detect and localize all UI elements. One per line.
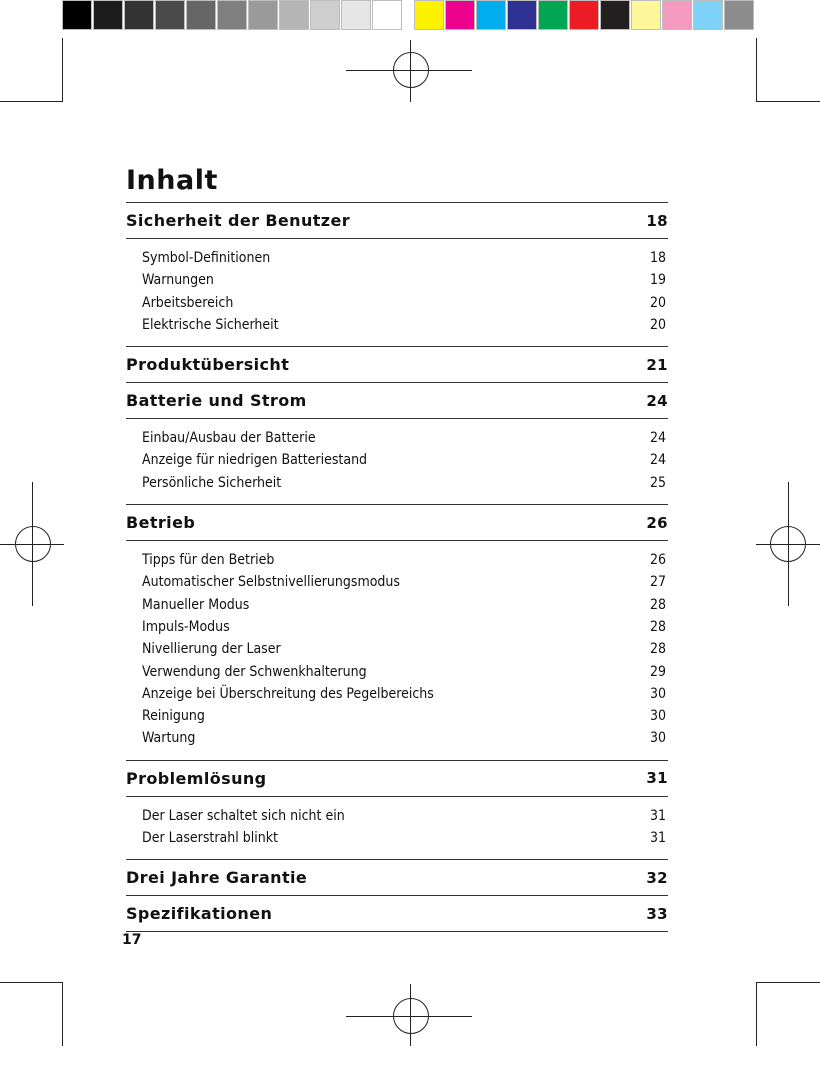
entry-page-number: 20 [649, 316, 666, 333]
gray-swatch [93, 0, 123, 30]
toc-entry[interactable] [142, 638, 668, 660]
color-swatch [445, 0, 475, 30]
entry-label: Warnungen [142, 272, 214, 289]
entry-page-number: 24 [649, 430, 666, 447]
color-calibration-bar [414, 0, 755, 33]
gray-swatch [310, 0, 340, 30]
entry-label: Reinigung [142, 708, 205, 725]
section-page-number: 18 [646, 211, 668, 230]
section-title: Sicherheit der Benutzer [126, 211, 351, 230]
color-swatch [631, 0, 661, 30]
entry-label: Tipps für den Betrieb [142, 552, 275, 569]
entry-label: Persönliche Sicherheit [142, 474, 282, 491]
toc-entry[interactable] [142, 314, 668, 336]
entry-label: Automatischer Selbstnivellierungsmodus [142, 574, 400, 591]
color-swatch [724, 0, 754, 30]
toc-entry[interactable] [142, 292, 668, 314]
toc-entry[interactable] [142, 571, 668, 593]
toc-entry[interactable] [142, 827, 668, 849]
entry-page-number: 20 [649, 294, 666, 311]
entry-page-number: 28 [649, 596, 666, 613]
toc-entry[interactable] [142, 594, 668, 616]
entry-page-number: 31 [649, 830, 666, 847]
section-page-number: 21 [646, 355, 668, 374]
entry-page-number: 27 [649, 574, 666, 591]
entry-page-number: 28 [649, 641, 666, 658]
toc-section-heading[interactable] [126, 895, 668, 931]
page-number: 17 [122, 932, 142, 948]
gray-swatch [155, 0, 185, 30]
table-of-contents [126, 160, 668, 932]
toc-entry[interactable] [142, 449, 668, 471]
entry-label: Verwendung der Schwenkhalterung [142, 663, 367, 680]
section-title: Batterie und Strom [126, 391, 307, 411]
gray-swatch [217, 0, 247, 30]
toc-entry[interactable] [142, 661, 668, 683]
toc-subsection-list [126, 796, 668, 860]
entry-page-number: 19 [649, 272, 666, 289]
color-swatch [569, 0, 599, 30]
entry-page-number: 25 [649, 474, 666, 491]
toc-entry[interactable] [142, 705, 668, 727]
section-page-number: 31 [646, 769, 668, 788]
toc-entry[interactable] [142, 727, 668, 749]
section-title: Problemlösung [126, 768, 267, 788]
toc-section-heading[interactable] [126, 202, 668, 238]
color-swatch [414, 0, 444, 30]
section-page-number: 24 [646, 391, 668, 410]
color-swatch [600, 0, 630, 30]
toc-entry[interactable] [142, 472, 668, 494]
entry-page-number: 29 [649, 663, 666, 680]
gray-swatch [341, 0, 371, 30]
toc-entry[interactable] [142, 427, 668, 449]
entry-page-number: 30 [649, 730, 666, 747]
entry-label: Elektrische Sicherheit [142, 316, 279, 333]
entry-page-number: 31 [649, 807, 666, 824]
entry-label: Der Laser schaltet sich nicht ein [142, 807, 345, 824]
entry-label: Anzeige für niedrigen Batteriestand [142, 452, 368, 469]
entry-label: Der Laserstrahl blinkt [142, 830, 278, 847]
color-swatch [693, 0, 723, 30]
gray-swatch [62, 0, 92, 30]
color-swatch [507, 0, 537, 30]
color-swatch [476, 0, 506, 30]
toc-entry[interactable] [142, 549, 668, 571]
section-title: Betrieb [126, 513, 196, 533]
toc-title: Inhalt [126, 165, 218, 196]
toc-sections [126, 202, 668, 931]
toc-bottom-rule [126, 931, 668, 932]
toc-subsection-list [126, 238, 668, 346]
toc-entry[interactable] [142, 616, 668, 638]
toc-entry[interactable] [142, 683, 668, 705]
gray-swatch [279, 0, 309, 30]
toc-entry[interactable] [142, 805, 668, 827]
gray-swatch [248, 0, 278, 30]
entry-page-number: 26 [649, 552, 666, 569]
toc-entry[interactable] [142, 269, 668, 291]
entry-label: Arbeitsbereich [142, 294, 234, 311]
section-page-number: 33 [646, 904, 668, 923]
entry-page-number: 24 [649, 452, 666, 469]
color-swatch [538, 0, 568, 30]
entry-label: Einbau/Ausbau der Batterie [142, 430, 316, 447]
entry-label: Manueller Modus [142, 596, 250, 613]
entry-label: Nivellierung der Laser [142, 641, 281, 658]
toc-section-heading[interactable] [126, 382, 668, 418]
entry-page-number: 30 [649, 708, 666, 725]
toc-entry[interactable] [142, 247, 668, 269]
toc-section-heading[interactable] [126, 346, 668, 382]
toc-section-heading[interactable] [126, 760, 668, 796]
entry-label: Impuls-Modus [142, 618, 230, 635]
entry-page-number: 18 [649, 250, 666, 266]
toc-subsection-list [126, 418, 668, 504]
gray-swatch [124, 0, 154, 30]
section-title: Drei Jahre Garantie [126, 868, 308, 888]
entry-label: Symbol-Definitionen [142, 250, 271, 266]
toc-section-heading[interactable] [126, 859, 668, 895]
entry-label: Wartung [142, 730, 196, 747]
entry-page-number: 28 [649, 618, 666, 635]
toc-section-heading[interactable] [126, 504, 668, 540]
section-page-number: 32 [646, 868, 668, 887]
color-swatch [662, 0, 692, 30]
toc-subsection-list [126, 540, 668, 760]
gray-swatch [372, 0, 402, 30]
entry-page-number: 30 [649, 685, 666, 702]
grayscale-calibration-bar [62, 0, 403, 33]
section-title: Spezifikationen [126, 904, 273, 924]
entry-label: Anzeige bei Überschreitung des Pegelbereichs [142, 685, 434, 702]
section-page-number: 26 [646, 513, 668, 532]
section-title: Produktübersicht [126, 355, 290, 375]
gray-swatch [186, 0, 216, 30]
